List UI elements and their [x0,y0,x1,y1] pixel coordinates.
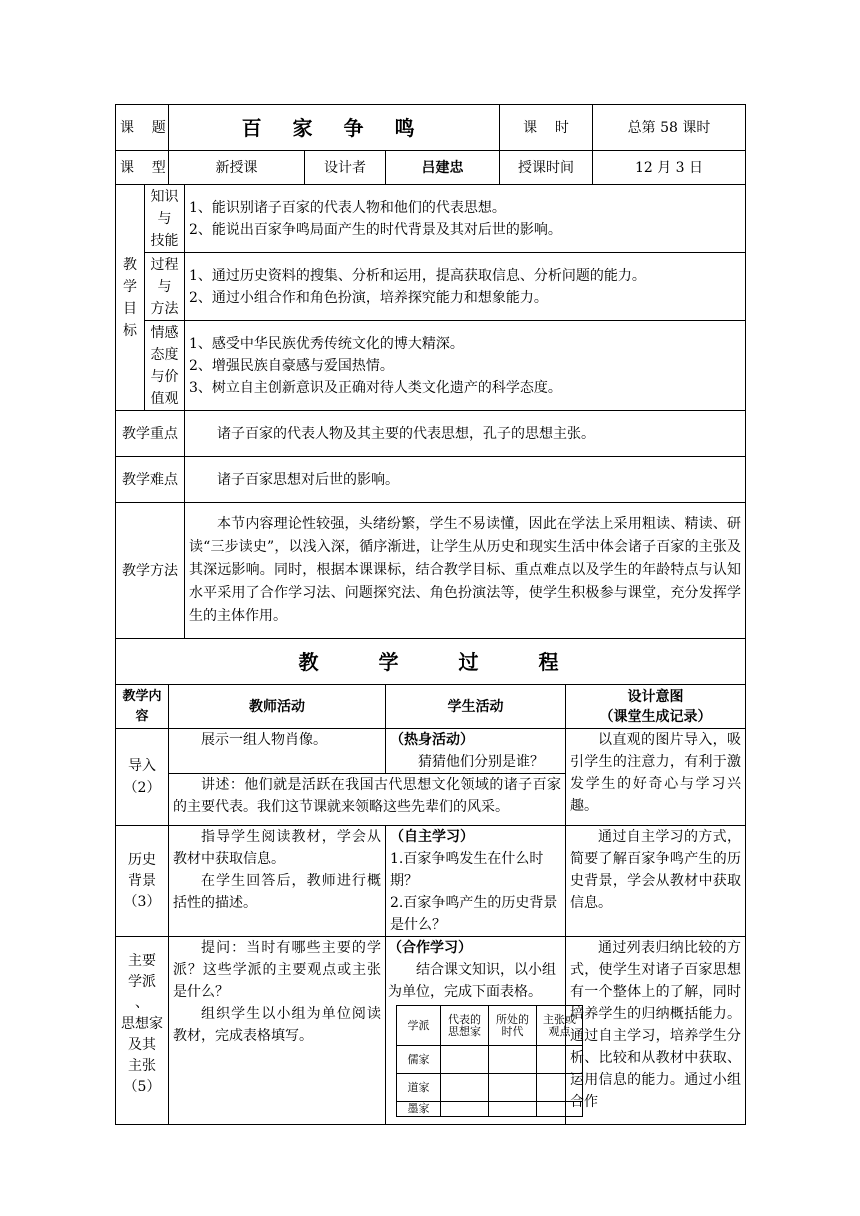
goal-knowledge-label: 知识 与 技能 [145,185,185,253]
fill-cell[interactable] [489,1074,537,1102]
intro-teacher-show: 展示一组人物肖像。 [169,729,386,774]
schools-teacher: 提问：当时有哪些主要的学派？这些学派的主要观点或主张是什么？ 组织学生以小组为单位阅读教材，完成表格填写。 [169,937,386,1125]
type-label: 课 型 [116,151,169,185]
process-title: 教学过程 [116,639,746,685]
period-value: 总第 58 课时 [593,105,746,151]
schools-intent: 通过列表归纳比较的方式，使学生对诸子百家思想有一个整体上的了解，同时培养学生的归纳概括能力。通过自主学习，培养学生分析、比较和从教材中获取、运用信息的能力。通过小组合作 [566,937,746,1125]
intro-teacher-narrate: 讲述：他们就是活跃在我国古代思想文化领域的诸子百家的主要代表。我们这节课就来领略这些先辈们的风采。 [169,774,566,826]
background-teacher: 指导学生阅读教材，学会从教材中获取信息。 在学生回答后，教师进行概括性的描述。 [169,826,386,937]
method-label: 教学方法 [116,503,185,639]
header-intent: 设计意图 （课堂生成记录） [566,685,746,729]
fill-header-school: 学派 [397,1006,441,1046]
schools-fill-table [396,1005,583,1117]
fill-cell[interactable] [489,1102,537,1117]
period-label: 课 时 [500,105,593,151]
intro-intent: 以直观的图片导入，吸引学生的注意力，有利于激发学生的好奇心与学习兴趣。 [566,729,746,826]
method-text: 本节内容理论性较强，头绪纷繁，学生不易读懂，因此在学法上采用粗读、精读、研读“三步读史”，以浅入深，循序渐进，让学生从历史和现实生活中体会诸子百家的主张及其深远影响。同时，根据本课课标，结合教学目标、重点难点以及学生的年龄特点与认知水平采用了合作学习法、问题探究法、角色扮演法等，使学生积极参与课堂，充分发挥学生的主体作用。 [185,503,746,639]
designer-label: 设计者 [305,151,386,185]
lesson-table [115,104,746,1125]
fill-header-idea: 主张或观点 [537,1006,583,1046]
schools-student: （合作学习） 结合课文知识，以小组为单位，完成下面表格。 学派 代表的思想家 所处的时代 主张或观点 儒家 道家 墨家 [386,937,566,1125]
fill-header-thinker: 代表的思想家 [441,1006,489,1046]
date-label: 授课时间 [500,151,593,185]
goal-process-label: 过程 与 方法 [145,253,185,321]
fill-cell[interactable] [441,1046,489,1074]
background-label: 历史 背景 （3） [116,826,169,937]
lesson-label: 课 题 [116,105,169,151]
fill-cell[interactable] [441,1074,489,1102]
lesson-title: 百 家 争 鸣 [169,105,500,151]
goal-process-text: 1、通过历史资料的搜集、分析和运用，提高获取信息、分析问题的能力。 2、通过小组合作和角色扮演，培养探究能力和想象能力。 [185,253,746,321]
fill-row-label: 墨家 [397,1102,441,1117]
designer-value: 吕建忠 [386,151,500,185]
fill-cell[interactable] [441,1102,489,1117]
goal-emotion-label: 情感 态度 与价 值观 [145,321,185,411]
goal-emotion-text: 1、感受中华民族优秀传统文化的博大精深。 2、增强民族自豪感与爱国热情。 3、树立自主创新意识及正确对待人类文化遗产的科学态度。 [185,321,746,411]
fill-cell[interactable] [489,1046,537,1074]
header-content: 教学内容 [116,685,169,729]
fill-row-label: 道家 [397,1074,441,1102]
header-teacher: 教师活动 [169,685,386,729]
fill-header-era: 所处的时代 [489,1006,537,1046]
schools-label: 主要 学派 、 思想家 及其 主张 （5） [116,937,169,1125]
fill-row-label: 儒家 [397,1046,441,1074]
header-student: 学生活动 [386,685,566,729]
key-point-label: 教学重点 [116,411,185,457]
background-student: （自主学习） 1.百家争鸣发生在什么时期？ 2.百家争鸣产生的历史背景是什么？ [386,826,566,937]
type-value: 新授课 [169,151,305,185]
date-value: 12 月 3 日 [593,151,746,185]
difficulty-label: 教学难点 [116,457,185,503]
background-intent: 通过自主学习的方式，简要了解百家争鸣产生的历史背景，学会从教材中获取信息。 [566,826,746,937]
intro-label: 导入 （2） [116,729,169,826]
lesson-plan [115,104,745,1125]
intro-student: （热身活动） 猜猜他们分别是谁？ [386,729,566,774]
goals-label: 教 学 目 标 [116,185,145,411]
key-point-text: 诸子百家的代表人物及其主要的代表思想，孔子的思想主张。 [185,411,746,457]
difficulty-text: 诸子百家思想对后世的影响。 [185,457,746,503]
goal-knowledge-text: 1、能识别诸子百家的代表人物和他们的代表思想。 2、能说出百家争鸣局面产生的时代背景及其对后世的影响。 [185,185,746,253]
